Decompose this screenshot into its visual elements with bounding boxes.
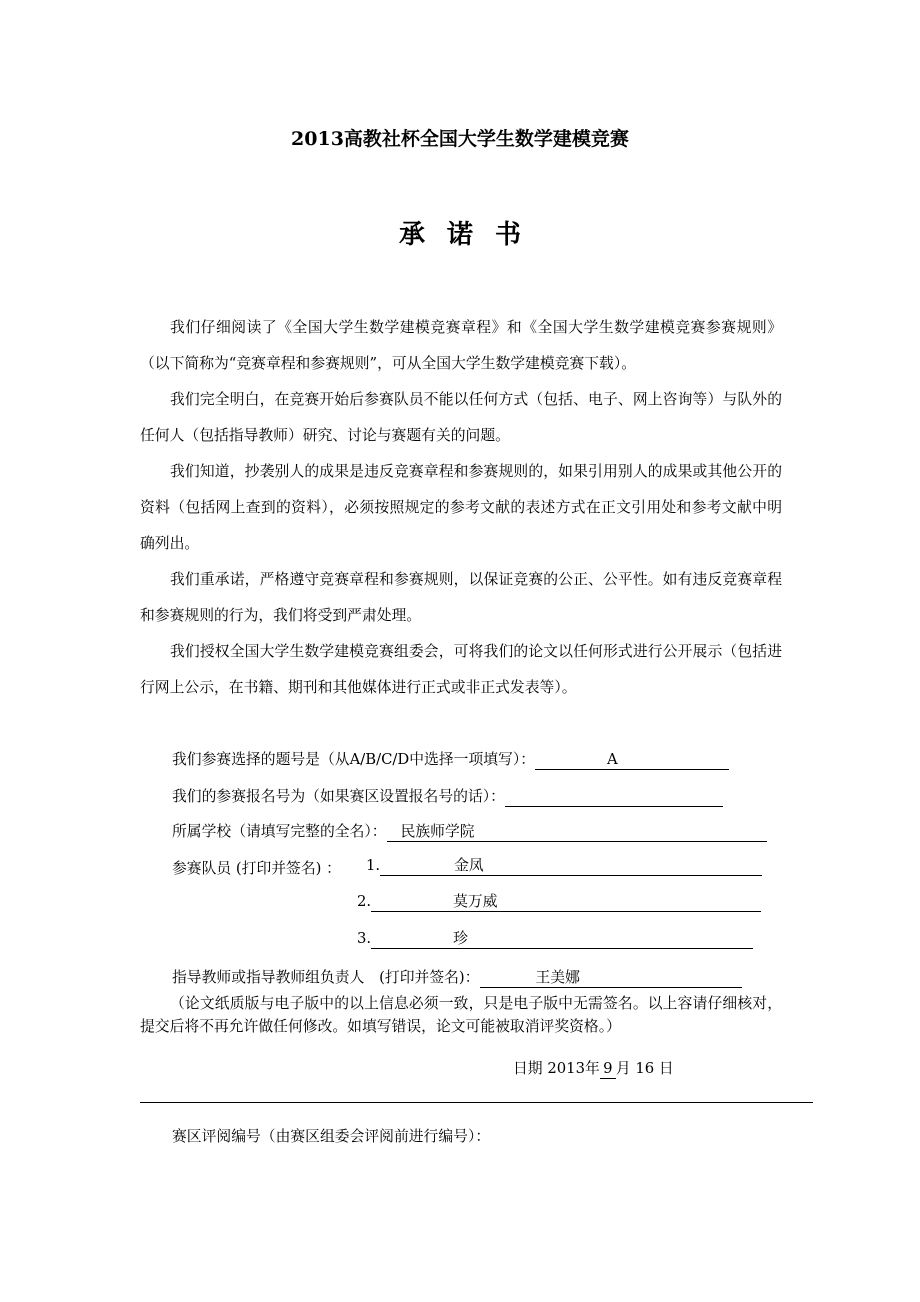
section-divider	[140, 1102, 813, 1103]
member-number: 3.	[357, 930, 372, 947]
member-field-2[interactable]	[371, 893, 761, 912]
date-prefix: 日期	[513, 1060, 543, 1077]
paragraph-2: 我们完全明白，在竞赛开始后参赛队员不能以任何方式（包括、电子、网上咨询等）与队外的任何人（包括指导教师）研究、讨论与赛题有关的问题。	[140, 391, 782, 444]
school-row	[172, 820, 767, 842]
member-field-1[interactable]	[380, 857, 762, 876]
problem-value: A	[607, 751, 618, 768]
paragraph-5: 我们授权全国大学生数学建模竞赛组委会，可将我们的论文以任何形式进行公开展示（包括进行网上公示，在书籍、期刊和其他媒体进行正式或非正式发表等）。	[140, 643, 782, 696]
date-row	[513, 1057, 674, 1079]
member-row-1	[366, 857, 762, 876]
review-number-label: 赛区评阅编号（由赛区组委会评阅前进行编号）：	[172, 1128, 491, 1145]
registration-label: 我们的参赛报名号为（如果赛区设置报名号的话）：	[172, 788, 505, 805]
problem-field[interactable]	[535, 751, 729, 770]
date-day-unit: 日	[658, 1060, 674, 1077]
date-month-field[interactable]	[600, 1060, 616, 1079]
date-year-unit: 年	[585, 1060, 600, 1077]
consistency-note: （论文纸质版与电子版中的以上信息必须一致，只是电子版中无需签名。以上容请仔细核对，提交后将不再允许做任何修改。如填写错误，论文可能被取消评奖资格。）	[140, 995, 782, 1035]
registration-field[interactable]	[505, 788, 723, 807]
advisor-row	[172, 966, 742, 988]
member-name: 莫万威	[453, 893, 498, 910]
problem-row	[172, 748, 729, 770]
school-value: 民族师学院	[400, 823, 475, 840]
registration-row	[172, 785, 723, 807]
member-number: 2.	[357, 893, 372, 910]
date-month-unit: 月	[615, 1060, 631, 1077]
paragraph-3: 我们知道，抄袭别人的成果是违反竞赛章程和参赛规则的，如果引用别人的成果或其他公开的资料（包括网上查到的资料），必须按照规定的参考文献的表述方式在正文引用处和参考文献中明确列出。	[140, 463, 782, 552]
member-number: 1.	[366, 857, 381, 874]
problem-label: 我们参赛选择的题号是（从A/B/C/D中选择一项填写）：	[172, 751, 536, 768]
date-year: 2013	[547, 1060, 585, 1077]
advisor-label: 指导教师或指导教师组负责人 (打印并签名)：	[172, 969, 480, 986]
member-row-2	[357, 893, 761, 912]
school-field[interactable]	[387, 823, 767, 842]
member-name: 金凤	[454, 857, 484, 874]
document-heading: 承诺书	[398, 220, 543, 250]
member-row-3	[357, 930, 753, 949]
advisor-field[interactable]	[480, 969, 742, 988]
member-field-3[interactable]	[371, 930, 753, 949]
date-day: 16	[635, 1060, 655, 1077]
date-month: 9	[603, 1060, 613, 1077]
paragraph-4: 我们重承诺，严格遵守竞赛章程和参赛规则，以保证竞赛的公正、公平性。如有违反竞赛章程和参赛规则的行为，我们将受到严肃处理。	[140, 571, 782, 624]
advisor-value: 王美娜	[535, 969, 580, 986]
member-name: 珍	[453, 930, 468, 947]
paragraph-1: 我们仔细阅读了《全国大学生数学建模竞赛章程》和《全国大学生数学建模竞赛参赛规则》（以下简称为“竞赛章程和参赛规则”，可从全国大学生数学建模竞赛下载）。	[140, 319, 782, 372]
school-label: 所属学校（请填写完整的全名）：	[172, 823, 387, 840]
members-label: 参赛队员 (打印并签名) ：	[172, 860, 341, 877]
document-title: 2013高教社杯全国大学生数学建模竞赛	[291, 128, 629, 150]
